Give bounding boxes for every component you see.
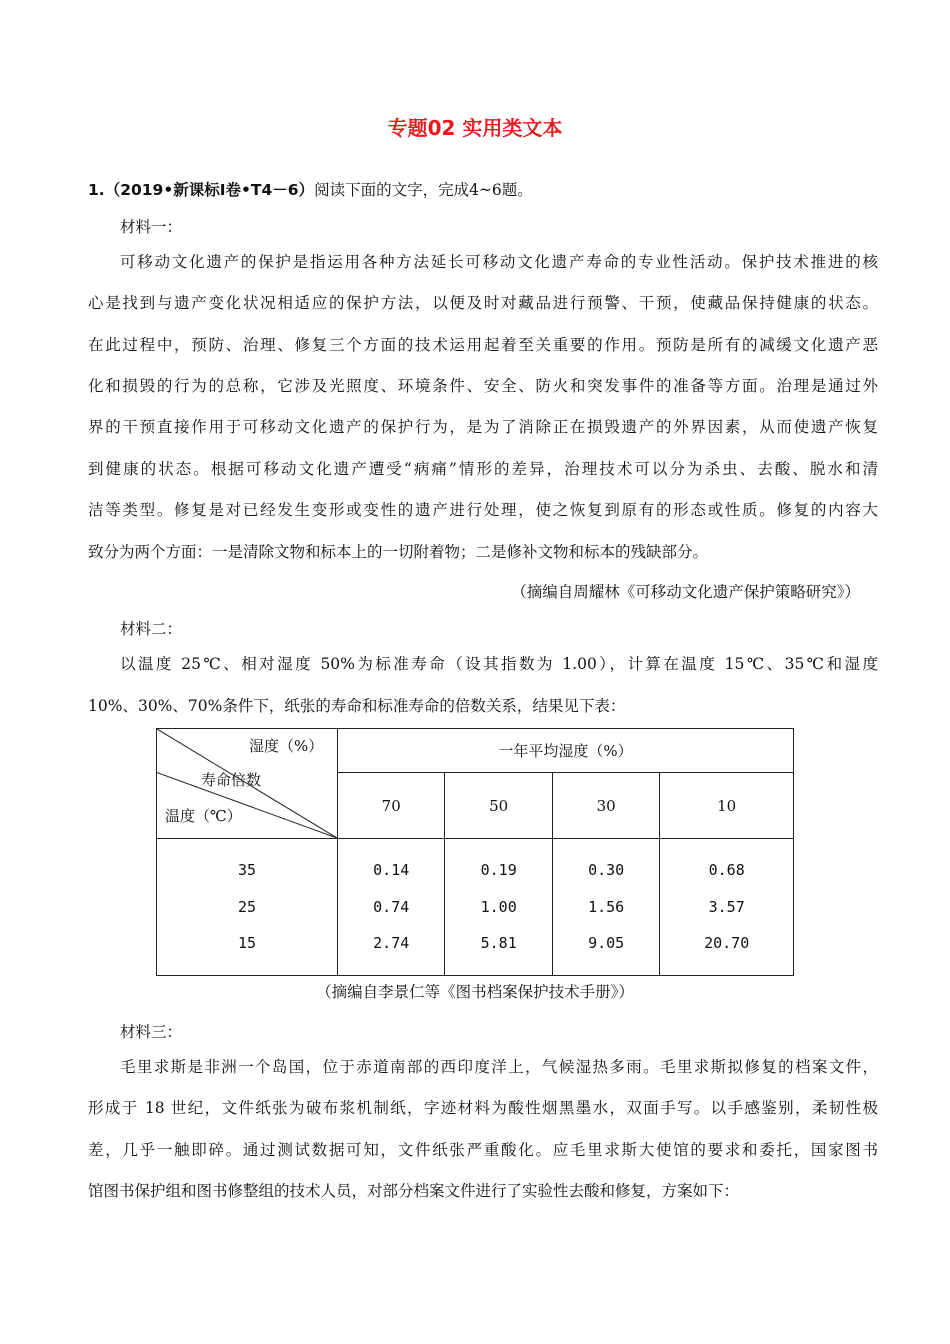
table-cell: 9.05 xyxy=(588,934,625,953)
material1-citation: （摘编自周耀林《可移动文化遗产保护策略研究》） xyxy=(511,583,860,601)
material3-paragraph-line: 馆图书保护组和图书修整组的技术人员，对部分档案文件进行了实验性去酸和修复，方案如下： xyxy=(88,1182,740,1200)
material2-citation: （摘编自李景仁等《图书档案保护技术手册》） xyxy=(316,983,634,1001)
group-header: 一年平均湿度（%） xyxy=(338,729,794,773)
material3-paragraph-line: 差，几乎一触即碎。通过测试数据可知，文件纸张严重酸化。应毛里求斯大使馆的要求和委托，国家图书 xyxy=(88,1141,878,1159)
value-column xyxy=(338,839,445,976)
humidity-column-header: 30 xyxy=(552,773,659,839)
material1-paragraph-line: 致分为两个方面：一是清除文物和标本上的一切附着物；二是修补文物和标本的残缺部分。 xyxy=(88,543,709,561)
table-cell: 0.68 xyxy=(708,861,745,880)
material2-heading: 材料二： xyxy=(120,620,183,638)
humidity-column-header: 70 xyxy=(338,773,445,839)
material3-heading: 材料三： xyxy=(120,1023,183,1041)
material1-paragraph-line: 洁等类型。修复是对已经发生变形或变性的遗产进行处理，使之恢复到原有的形态或性质。修复的内容大 xyxy=(88,501,878,519)
table-cell: 20.70 xyxy=(704,934,750,953)
value-column xyxy=(552,839,659,976)
table-cell: 0.74 xyxy=(373,897,410,916)
page-title: 专题02 实用类文本 xyxy=(387,116,563,140)
temperature-column xyxy=(157,839,338,976)
corner-label-temperature: 温度（℃） xyxy=(165,807,242,825)
question-number: 1. xyxy=(88,181,105,199)
table-cell: 5.81 xyxy=(480,934,517,953)
corner-label-lifespan: 寿命倍数 xyxy=(201,771,262,789)
question-header xyxy=(88,178,878,200)
table-cell: 1.56 xyxy=(588,897,625,916)
table-cell: 0.19 xyxy=(480,861,517,880)
table-cell: 0.14 xyxy=(373,861,410,880)
material3-paragraph-line: 毛里求斯是非洲一个岛国，位于赤道南部的西印度洋上，气候湿热多雨。毛里求斯拟修复的档案文件， xyxy=(120,1058,878,1076)
table-corner-header xyxy=(157,729,338,839)
table-cell: 1.00 xyxy=(480,897,517,916)
material1-paragraph-line: 心是找到与遗产变化状况相适应的保护方法，以便及时对藏品进行预警、干预，使藏品保持健康的状态。 xyxy=(88,294,878,312)
value-column xyxy=(445,839,552,976)
material1-paragraph-line: 可移动文化遗产的保护是指运用各种方法延长可移动文化遗产寿命的专业性活动。保护技术推进的核 xyxy=(120,253,878,271)
paper-lifespan-table xyxy=(156,728,794,976)
material1-paragraph-line: 在此过程中，预防、治理、修复三个方面的技术运用起着至关重要的作用。预防是所有的减缓文化遗产恶 xyxy=(88,336,878,354)
table-cell: 2.74 xyxy=(373,934,410,953)
temperature-value: 35 xyxy=(237,861,257,880)
material2-paragraph-line: 以温度 25℃、相对湿度 50%为标准寿命（设其指数为 1.00），计算在温度 15℃、35℃和湿度 xyxy=(120,655,878,673)
material1-heading: 材料一： xyxy=(120,218,183,236)
material1-paragraph-line: 到健康的状态。根据可移动文化遗产遭受“病痛”情形的差异，治理技术可以分为杀虫、去酸、脱水和清 xyxy=(88,460,878,478)
humidity-column-header: 50 xyxy=(445,773,552,839)
table-cell: 0.30 xyxy=(588,861,625,880)
material3-paragraph-line: 形成于 18 世纪，文件纸张为破布浆机制纸，字迹材料为酸性烟黑墨水，双面手写。以手感鉴别，柔韧性极 xyxy=(88,1099,878,1117)
material1-paragraph-line: 化和损毁的行为的总称，它涉及光照度、环境条件、安全、防火和突发事件的准备等方面。治理是通过外 xyxy=(88,377,878,395)
material2-paragraph-line: 10%、30%、70%条件下，纸张的寿命和标准寿命的倍数关系，结果见下表： xyxy=(88,697,626,715)
temperature-value: 15 xyxy=(237,934,257,953)
question-source: （2019•新课标Ⅰ卷•T4－6） xyxy=(104,181,315,199)
value-column xyxy=(660,839,794,976)
table-cell: 3.57 xyxy=(708,897,745,916)
question-prompt: 阅读下面的文字，完成4~6题。 xyxy=(314,181,533,199)
temperature-value: 25 xyxy=(237,897,257,916)
corner-label-humidity: 湿度（%） xyxy=(249,737,324,755)
humidity-column-header: 10 xyxy=(660,773,794,839)
material1-paragraph-line: 界的干预直接作用于可移动文化遗产的保护行为，是为了消除正在损毁遗产的外界因素，从而使遗产恢复 xyxy=(88,418,878,436)
